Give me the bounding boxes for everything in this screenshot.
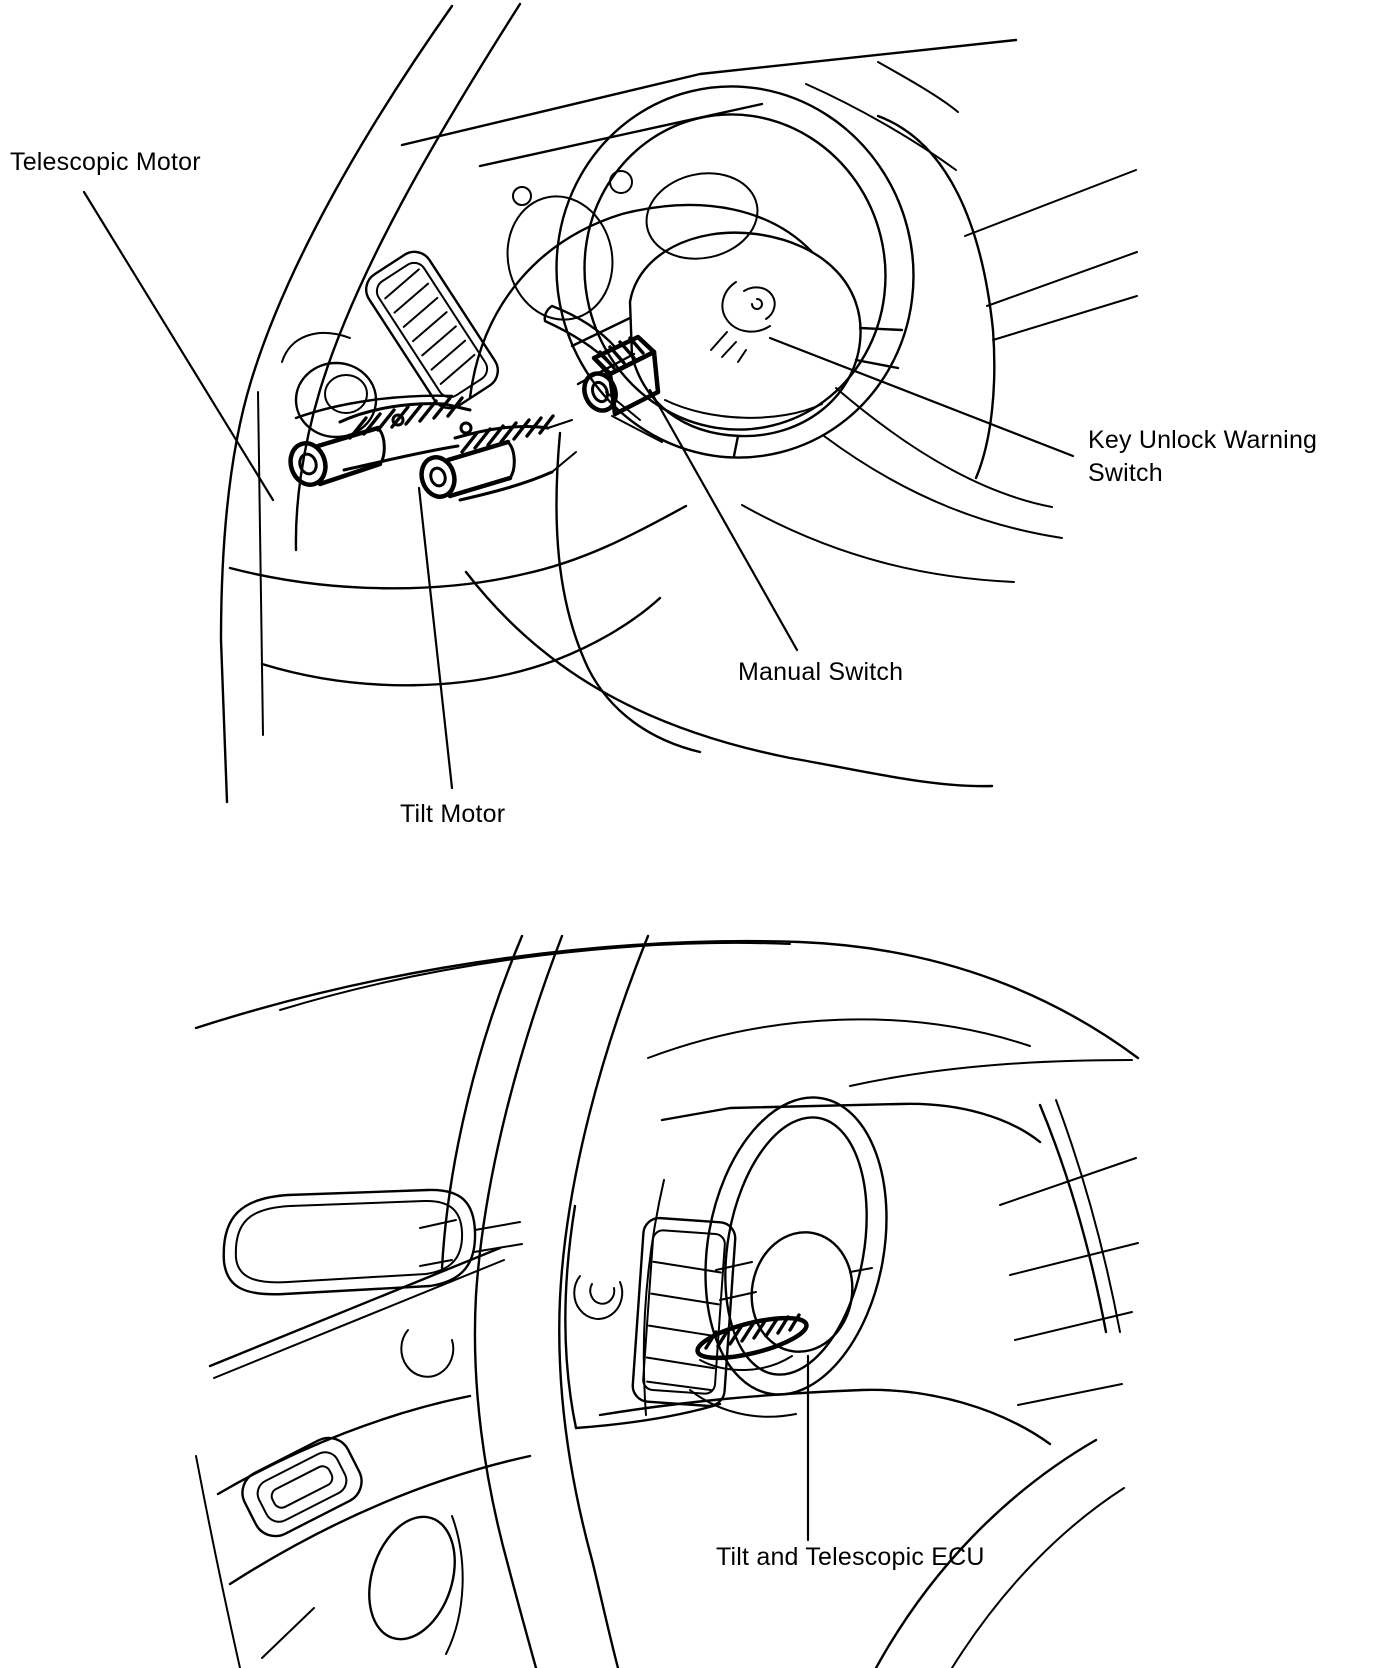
tilt-motor-linkage [548,420,576,472]
a-pillar-inner-b [559,936,648,1668]
fender-line-2 [952,1488,1124,1668]
key-unlock-warning-switch [711,282,775,362]
roof-drip-rail [850,1060,1132,1086]
roof-header-line-1 [402,40,1016,145]
key-cylinder-spiral [722,282,774,332]
side-vent-frame [359,245,504,415]
door-handle-recess [253,1447,351,1526]
door-handle-bezel [235,1430,369,1543]
windshield-inner-top [648,1019,1030,1058]
window-sill-outer [210,1248,500,1366]
door-speaker-arc [446,1516,463,1654]
lower-dash-edge [230,506,686,588]
center-vent-slats [645,1262,721,1390]
label-tilt-motor: Tilt Motor [400,800,506,828]
gauge-right [638,163,765,268]
dash-cowl-right-edge [878,116,994,478]
a-pillar-inner [296,4,520,550]
bottom-figure [196,936,1138,1668]
steering-wheel-pad [630,233,861,436]
side-vent [359,245,504,415]
side-vent-slats [382,269,478,384]
door-line-small [262,1608,314,1658]
dash-end-circle [574,1276,622,1319]
label-key-unlock-warning-line1: Key Unlock Warning [1088,426,1318,454]
windshield-edge-line-2 [878,62,958,112]
dash-left-edge-b [565,1206,576,1428]
side-mirror-inner [236,1201,462,1282]
knee-bolster-edge [262,598,660,685]
lower-dash-sweep [466,572,992,786]
door-handle [235,1430,369,1543]
top-figure [84,4,1137,802]
steering-wheel-pad-b [742,1224,861,1360]
a-pillar-trim-line [644,1180,664,1415]
roof-line-inner [280,943,790,1010]
dash-end-circle-inner [590,1284,614,1304]
tilt-motor-leader-line [419,488,452,788]
label-key-unlock-warning-line2: Switch [1088,459,1163,487]
roof-header-line-2 [480,104,762,166]
label-key-unlock-warning-switch [1088,424,1317,490]
door-speaker [354,1506,469,1651]
background-contour-lines [1000,1158,1138,1405]
dash-side-inner [1056,1100,1120,1332]
dash-through-window-lines [420,1220,456,1266]
gauge-dot-2 [513,187,531,205]
roof-line-outer [196,941,1138,1058]
tilt-motor-end-cap-inner [429,466,448,487]
windshield-left-edge [442,936,522,1268]
console-sweep-2 [824,436,1062,538]
tilt-motor [417,416,576,501]
speaker-ring [296,363,376,437]
dash-through-window-circle [401,1330,453,1377]
door-jamb-line [258,392,263,735]
speaker-inner [325,375,367,413]
center-vent [632,1217,737,1407]
label-telescopic-motor: Telescopic Motor [10,148,201,176]
door-front-edge [196,1456,240,1668]
tilt-motor-body [448,442,510,496]
tilt-motor-hatching [462,416,553,452]
key-cylinder-tail [711,332,746,362]
telescopic-motor-bolt-2 [461,423,471,433]
dash-top-edge-b [662,1104,1040,1142]
dash-side-outer [1040,1105,1106,1332]
tilt-motor-rear [508,442,514,478]
label-manual-switch: Manual Switch [738,658,904,686]
steering-wheel-inner-b [706,1106,885,1386]
dash-end-arc [282,333,350,362]
telescopic-motor-rear [378,428,384,464]
telescopic-motor-leader-line [84,192,273,500]
door-handle-grip [269,1464,335,1511]
center-vent-inner-frame [643,1230,726,1395]
a-pillar-outer-b [475,936,562,1668]
label-tilt-and-telescopic-ecu: Tilt and Telescopic ECU [716,1543,985,1571]
manual-switch-front-face [610,352,658,414]
